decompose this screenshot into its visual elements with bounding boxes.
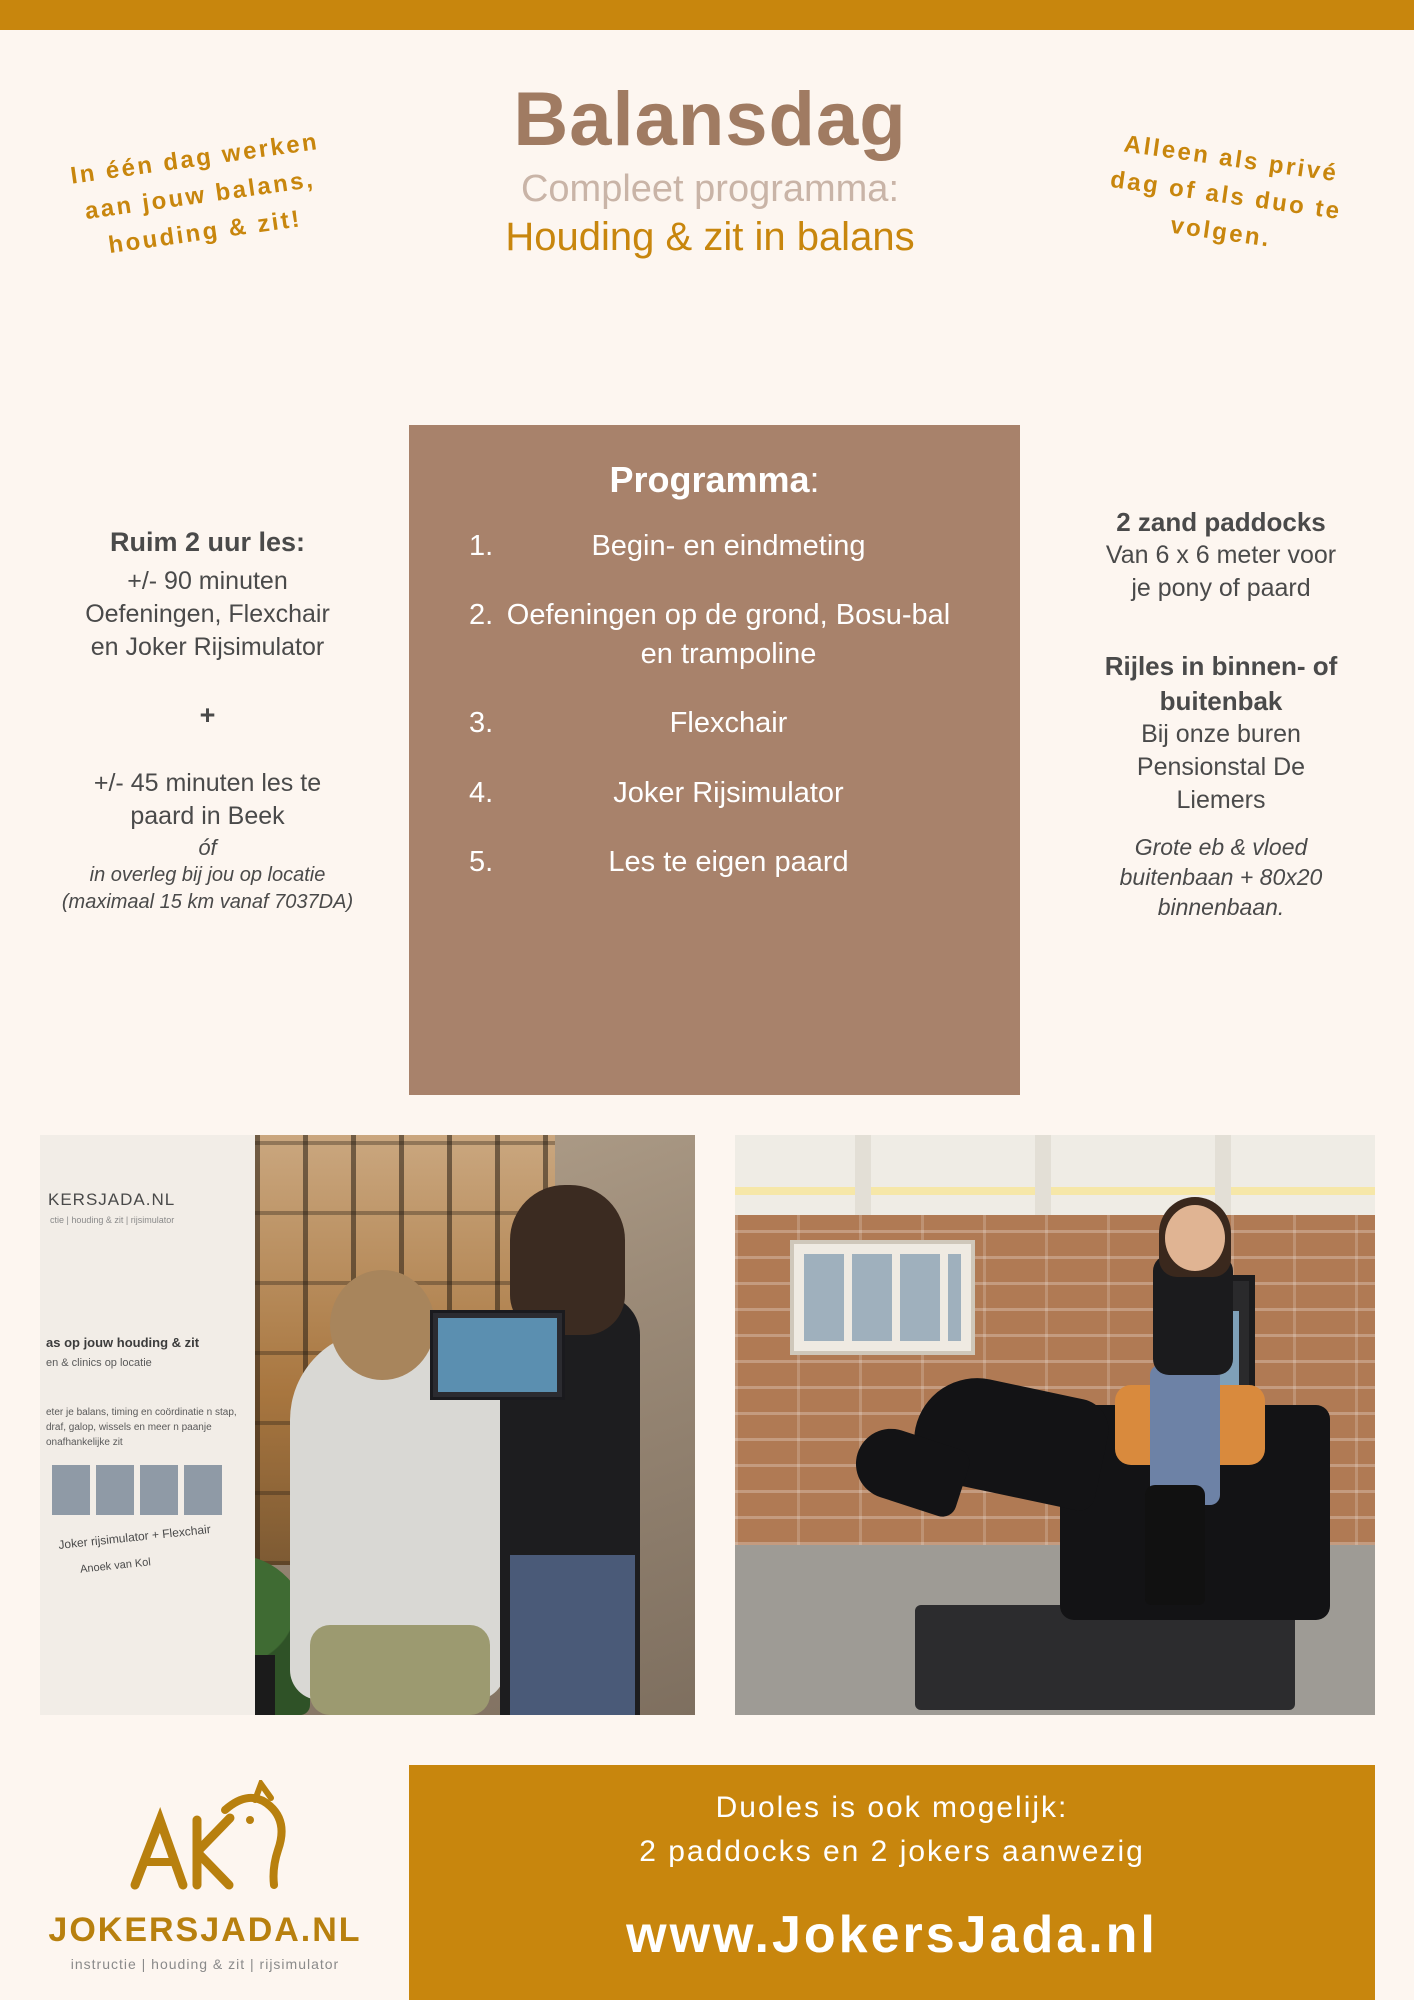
left-line-7: in overleg bij jou op locatie	[89, 864, 326, 887]
ceiling-beam	[855, 1135, 871, 1215]
right-block2	[1056, 649, 1386, 922]
programma-box	[409, 425, 1020, 1095]
subtitle-theme: Houding & zit in balans	[505, 214, 915, 259]
programma-title	[439, 459, 990, 501]
programma-title-colon: :	[809, 459, 820, 500]
list-item	[439, 704, 990, 743]
ceiling-beam	[1215, 1135, 1231, 1215]
wall-info-board	[790, 1240, 975, 1355]
list-item-label: Flexchair	[669, 707, 788, 740]
right-block2-lead-2: buitenbak	[1159, 685, 1283, 716]
left-line-2: Oefeningen, Flexchair	[85, 599, 330, 628]
banner-headline: as op jouw houding & zit	[46, 1335, 200, 1350]
banner-footer: Joker rijsimulator + Flexchair	[57, 1522, 212, 1552]
list-item	[439, 596, 990, 674]
left-line-3: en Joker Rijsimulator	[90, 632, 325, 661]
ceiling	[735, 1135, 1375, 1215]
left-line-4: +/- 45 minuten les te	[93, 769, 322, 798]
footer-bar	[409, 1765, 1375, 2000]
right-block2-line1: Bij onze buren	[1141, 719, 1301, 748]
left-line-8: (maximaal 15 km vanaf 7037DA)	[61, 890, 354, 913]
right-block1-line2: je pony of paard	[1131, 574, 1311, 603]
ceiling-beam	[1035, 1135, 1051, 1215]
brand-logo-block	[40, 1780, 370, 1972]
riding-boot	[1145, 1485, 1205, 1605]
list-item-number: 3.	[469, 707, 494, 740]
footer-duo-line-2: 2 paddocks en 2 jokers aanwezig	[639, 1835, 1145, 1868]
banner-brand-sub: ctie | houding & zit | rijsimulator	[50, 1215, 175, 1225]
banner-photo-strip	[52, 1465, 222, 1515]
rider-legs	[1150, 1365, 1220, 1505]
horse-logo-icon	[105, 1780, 305, 1900]
right-info-column	[1056, 505, 1386, 923]
list-item-label: Joker Rijsimulator	[613, 776, 844, 809]
right-block2-line3: Liemers	[1176, 785, 1266, 814]
right-block2-note	[1056, 833, 1386, 923]
title-block	[400, 77, 1020, 260]
left-line-5: paard in Beek	[130, 802, 285, 831]
banner-body: eter je balans, timing en coördinatie n stap, draf, galop, wissels en meer n paanje onafhankelijke zit	[46, 1407, 237, 1448]
header-corner-right-text: Alleen als privé dag of als duo te volgen.	[1108, 130, 1344, 253]
left-plus-symbol: +	[199, 699, 216, 730]
right-block2-note-3: binnenbaan.	[1157, 893, 1285, 920]
right-block2-line2: Pensionstal De	[1136, 752, 1306, 781]
person-seated-legs	[310, 1625, 490, 1715]
logo-tagline: instructie | houding & zit | rijsimulator	[70, 1956, 340, 1972]
right-block2-lead-1: Rijles in binnen- of	[1104, 651, 1338, 682]
list-item-label: Oefeningen op de grond, Bosu-bal en trampoline	[506, 599, 951, 671]
right-block2-note-1: Grote eb & vloed	[1134, 833, 1308, 860]
right-block1-lead: 2 zand paddocks	[1116, 507, 1326, 537]
left-line-6: óf	[198, 835, 217, 861]
left-line-1: +/- 90 minuten	[127, 566, 288, 595]
list-item	[439, 527, 990, 566]
list-item-label: Les te eigen paard	[608, 845, 849, 878]
list-item-number: 4.	[469, 776, 494, 809]
roll-up-banner	[40, 1135, 255, 1715]
list-item-number: 2.	[469, 599, 494, 632]
banner-subline: en & clinics op locatie	[46, 1357, 152, 1369]
header-corner-left-text: In één dag werken aan jouw balans, houding & zit!	[68, 128, 321, 260]
list-item-label: Begin- en eindmeting	[591, 530, 866, 562]
person-instructor-jeans	[510, 1555, 635, 1715]
banner-name: Anoek van Kol	[79, 1556, 152, 1576]
person-seated-head	[330, 1270, 435, 1380]
footer-duo-line-1: Duoles is ook mogelijk:	[715, 1791, 1069, 1824]
left-info-column	[30, 525, 385, 915]
rider-head	[1165, 1205, 1225, 1271]
programma-title-word: Programma	[609, 459, 810, 500]
programma-list	[439, 527, 990, 882]
website-link[interactable]: www.JokersJada.nl	[626, 1906, 1158, 1964]
banner-brand: KERSJADA.NL	[48, 1190, 176, 1209]
laptop-icon	[430, 1310, 565, 1400]
list-item	[439, 843, 990, 882]
list-item-number: 5.	[469, 845, 494, 878]
top-accent-bar	[0, 0, 1414, 30]
page-title: Balansdag	[513, 77, 907, 162]
left-lead: Ruim 2 uur les:	[109, 527, 306, 557]
subtitle-program: Compleet programma:	[520, 167, 900, 210]
photo-flexchair-session	[40, 1135, 695, 1715]
floor-mat	[915, 1605, 1295, 1710]
list-item-number: 1.	[469, 530, 494, 562]
logo-name: JOKERSJADA.NL	[48, 1911, 362, 1949]
photo-rijsimulator-session	[735, 1135, 1375, 1715]
right-block1-line1: Van 6 x 6 meter voor	[1105, 541, 1337, 570]
right-block2-note-2: buitenbaan + 80x20	[1119, 863, 1323, 890]
poster-header	[0, 60, 1414, 320]
list-item	[439, 774, 990, 813]
